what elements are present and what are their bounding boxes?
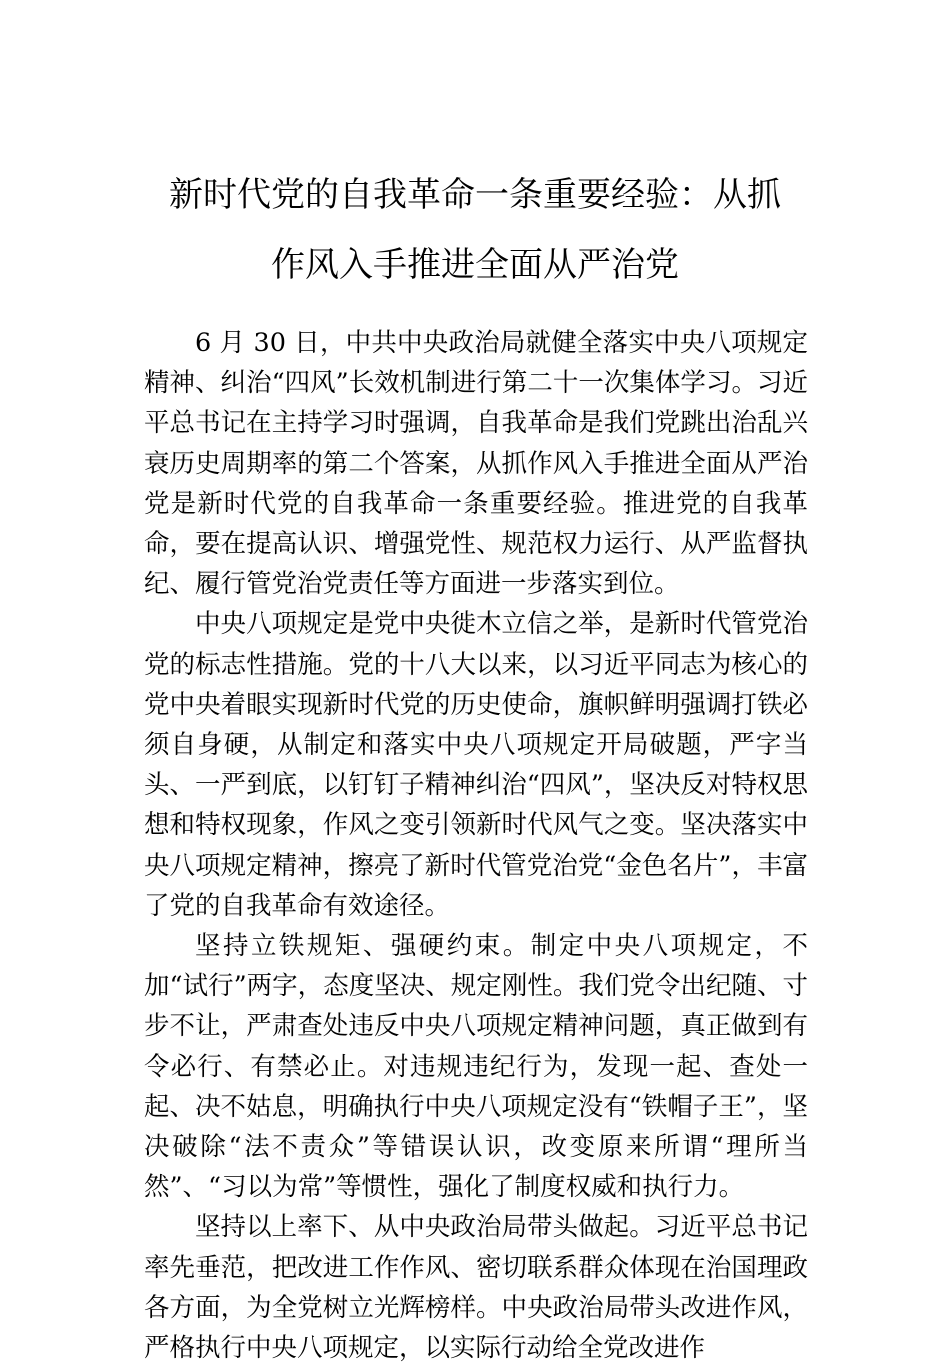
paragraph-4: 坚持以上率下、从中央政治局带头做起。习近平总书记率先垂范，把改进工作作风、密切联系群众体现在治国理政各方面，为全党树立光辉榜样。中央政治局带头改进作风，严格执行中央八项规定，以实际行动给全党改进作 bbox=[144, 1212, 808, 1364]
title-line-2: 作风入手推进全面从严治党 bbox=[271, 245, 679, 285]
paragraph-2: 中央八项规定是党中央徙木立信之举，是新时代管党治党的标志性措施。党的十八大以来，以习近平同志为核心的党中央着眼实现新时代党的历史使命，旗帜鲜明强调打铁必须自身硬，从制定和落实中央八项规定开局破题，严字当头、一严到底，以钉钉子精神纠治“四风”，坚决反对特权思想和特权现象，作风之变引领新时代风气之变。坚决落实中央八项规定精神，擦亮了新时代管党治党“金色名片”，丰富了党的自我革命有效途径。 bbox=[144, 609, 808, 921]
paragraph-1: 6 月 30 日，中共中央政治局就健全落实中央八项规定精神、纠治“四风”长效机制进行第二十一次集体学习。习近平总书记在主持学习时强调，自我革命是我们党跳出治乱兴衰历史周期率的第二个答案，从抓作风入手推进全面从严治党是新时代党的自我革命一条重要经验。推进党的自我革命，要在提高认识、增强党性、规范权力运行、从严监督执纪、履行管党治党责任等方面进一步落实到位。 bbox=[144, 328, 808, 600]
document-body bbox=[144, 323, 808, 1368]
title-line-1: 新时代党的自我革命一条重要经验：从抓 bbox=[169, 175, 781, 215]
document-title bbox=[130, 160, 820, 300]
paragraph-3: 坚持立铁规矩、强硬约束。制定中央八项规定，不加“试行”两字，态度坚决、规定刚性。我们党令出纪随、寸步不让，严肃查处违反中央八项规定精神问题，真正做到有令必行、有禁必止。对违规违纪行为，发现一起、查处一起、决不姑息，明确执行中央八项规定没有“铁帽子王”，坚决破除“法不责众”等错误认识，改变原来所谓“理所当然”、“习以为常”等惯性，强化了制度权威和执行力。 bbox=[144, 931, 808, 1203]
